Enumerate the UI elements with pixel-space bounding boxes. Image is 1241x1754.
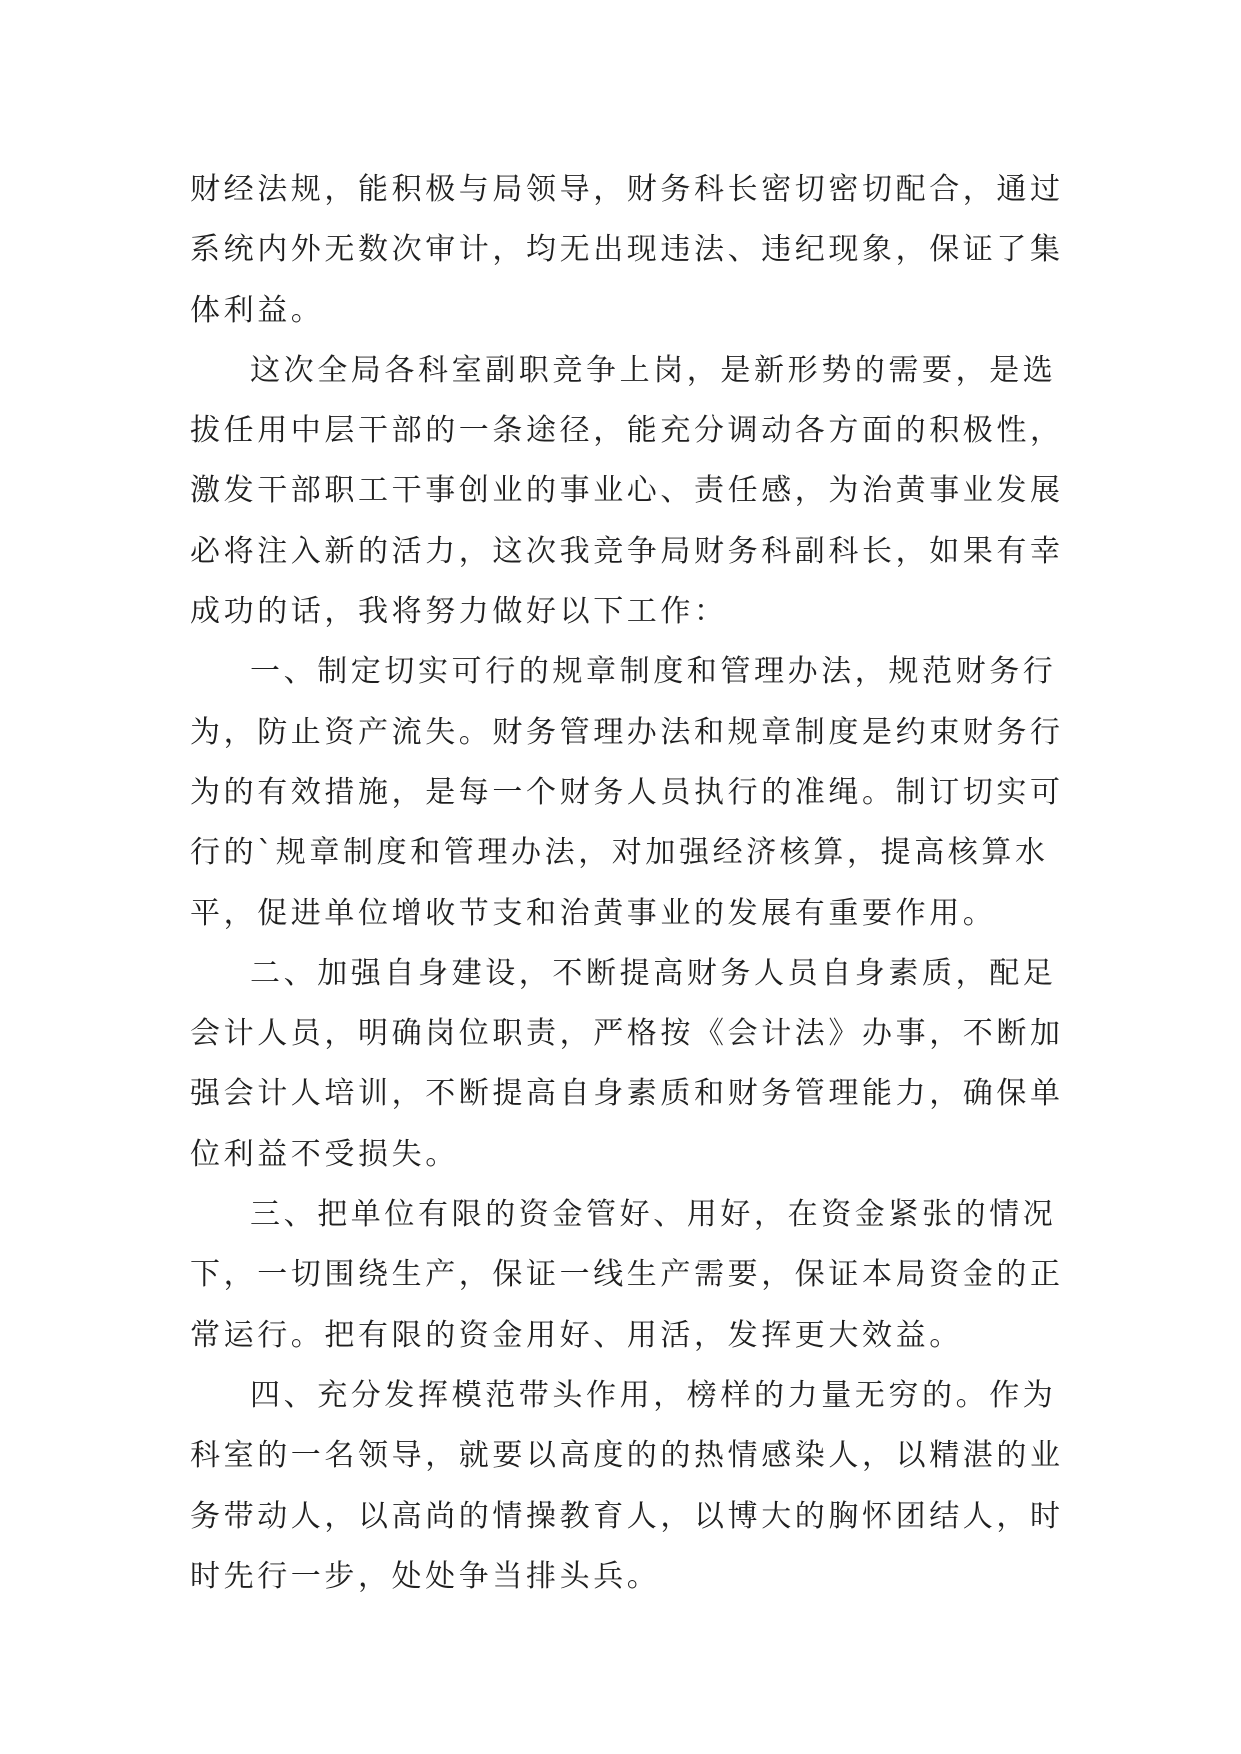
text-line: 会计人员，明确岗位职责，严格按《会计法》办事，不断加 [190, 1016, 1064, 1052]
paragraph-item-one [190, 642, 1064, 943]
text-line: 为的有效措施，是每一个财务人员执行的准绳。制订切实可 [190, 774, 1064, 810]
text-line: 三、把单位有限的资金管好、用好，在资金紧张的情况 [250, 1197, 1057, 1233]
text-line: 下，一切围绕生产，保证一线生产需要，保证本局资金的正 [190, 1257, 1064, 1293]
text-line: 时先行一步，处处争当排头兵。 [190, 1558, 661, 1594]
text-line: 系统内外无数次审计，均无出现违法、违纪现象，保证了集 [190, 232, 1064, 268]
text-line: 行的`规章制度和管理办法，对加强经济核算，提高核算水 [190, 835, 1049, 871]
text-line: 激发干部职工干事创业的事业心、责任感，为治黄事业发展 [190, 473, 1064, 509]
text-line: 常运行。把有限的资金用好、用活，发挥更大效益。 [190, 1317, 963, 1353]
text-line: 拔任用中层干部的一条途径，能充分调动各方面的积极性， [190, 413, 1064, 449]
text-line: 科室的一名领导，就要以高度的的热情感染人，以精湛的业 [190, 1438, 1064, 1474]
text-line: 一、制定切实可行的规章制度和管理办法，规范财务行 [250, 654, 1057, 690]
paragraph-continuation [190, 160, 1064, 341]
paragraph-item-four [190, 1366, 1064, 1607]
paragraph-competition-intro [190, 341, 1064, 642]
paragraph-item-two [190, 944, 1064, 1185]
text-line: 位利益不受损失。 [190, 1136, 459, 1172]
text-line: 成功的话，我将努力做好以下工作： [190, 594, 728, 630]
text-line: 体利益。 [190, 292, 325, 328]
paragraph-item-three [190, 1185, 1064, 1366]
text-line: 财经法规，能积极与局领导，财务科长密切密切配合，通过 [190, 172, 1064, 207]
text-line: 这次全局各科室副职竞争上岗，是新形势的需要，是选 [250, 352, 1057, 388]
text-line: 二、加强自身建设，不断提高财务人员自身素质，配足 [250, 955, 1057, 991]
text-line: 必将注入新的活力，这次我竞争局财务科副科长，如果有幸 [190, 533, 1064, 569]
text-line: 平，促进单位增收节支和治黄事业的发展有重要作用。 [190, 895, 997, 931]
text-line: 四、充分发挥模范带头作用，榜样的力量无穷的。作为 [250, 1377, 1057, 1413]
document-body [190, 160, 1064, 1607]
text-line: 为，防止资产流失。财务管理办法和规章制度是约束财务行 [190, 714, 1064, 750]
text-line: 务带动人，以高尚的情操教育人，以博大的胸怀团结人，时 [190, 1498, 1064, 1534]
text-line: 强会计人培训，不断提高自身素质和财务管理能力，确保单 [190, 1076, 1064, 1112]
